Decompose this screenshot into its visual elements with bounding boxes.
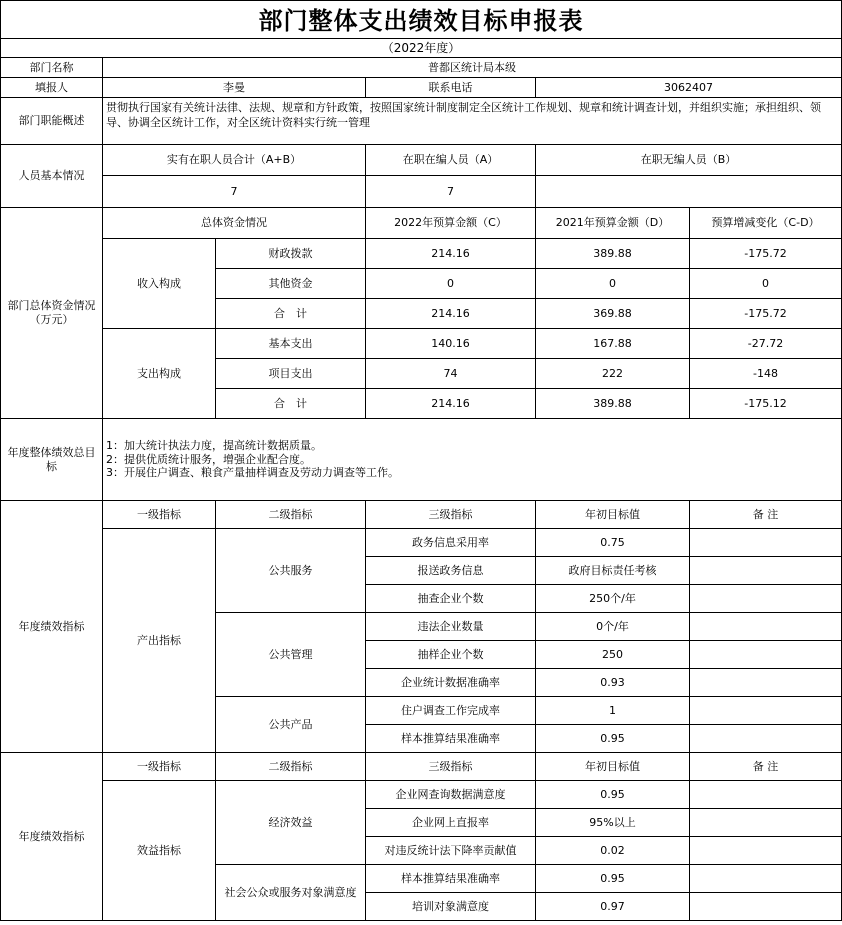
perf-level3: 报送政务信息 [366, 557, 536, 585]
year-label: （2022年度） [1, 39, 842, 58]
funds-label: 部门总体资金情况（万元） [1, 208, 103, 419]
perf1-level2: 公共服务 [216, 529, 366, 613]
perf-level3: 住户调查工作完成率 [366, 697, 536, 725]
perf-header-target: 年初目标值 [536, 753, 690, 781]
fund-item-c: 214.16 [366, 299, 536, 329]
fund-item-d: 389.88 [536, 389, 690, 419]
income-label: 收入构成 [103, 239, 216, 329]
perf-target: 1 [536, 697, 690, 725]
perf-note [690, 557, 842, 585]
perf-target: 0.02 [536, 837, 690, 865]
perf-target: 0.93 [536, 669, 690, 697]
funds-header-cd: 预算增减变化（C-D） [690, 208, 842, 239]
perf-target: 0个/年 [536, 613, 690, 641]
perf-header-l1: 一级指标 [103, 501, 216, 529]
staff-total-label: 实有在职人员合计（A+B） [103, 145, 366, 176]
goal-line: 3：开展住户调查、粮食产量抽样调查及劳动力调查等工作。 [106, 466, 399, 480]
expense-label: 支出构成 [103, 329, 216, 419]
perf-level3: 对违反统计法下降率贡献值 [366, 837, 536, 865]
perf2-level2: 社会公众或服务对象满意度 [216, 865, 366, 921]
perf-note [690, 641, 842, 669]
perf-level3: 企业网上直报率 [366, 809, 536, 837]
perf-note [690, 781, 842, 809]
staff-b-label: 在职无编人员（B） [536, 145, 842, 176]
funds-header-d: 2021年预算金额（D） [536, 208, 690, 239]
fund-item-d: 369.88 [536, 299, 690, 329]
perf-note [690, 837, 842, 865]
perf-level3: 抽查企业个数 [366, 585, 536, 613]
funds-header-c: 2022年预算金额（C） [366, 208, 536, 239]
perf1-level1: 产出指标 [103, 529, 216, 753]
goal-line: 2：提供优质统计服务，增强企业配合度。 [106, 452, 311, 466]
fund-item-c: 0 [366, 269, 536, 299]
fund-item-name: 合 计 [216, 389, 366, 419]
perf-level3: 抽样企业个数 [366, 641, 536, 669]
perf-level3: 违法企业数量 [366, 613, 536, 641]
perf-target: 0.95 [536, 865, 690, 893]
fund-item-d: 167.88 [536, 329, 690, 359]
perf-header-note: 备 注 [690, 753, 842, 781]
goals-text [103, 419, 842, 501]
funds-header-overall: 总体资金情况 [103, 208, 366, 239]
dept-name-value: 普都区统计局本级 [103, 58, 842, 78]
fund-item-name: 合 计 [216, 299, 366, 329]
fund-item-cd: -148 [690, 359, 842, 389]
perf-note [690, 893, 842, 921]
perf-level3: 企业网查询数据满意度 [366, 781, 536, 809]
perf1-level2: 公共管理 [216, 613, 366, 697]
perf-level3: 样本推算结果准确率 [366, 865, 536, 893]
staff-total-value: 7 [103, 176, 366, 208]
perf-target: 0.95 [536, 725, 690, 753]
perf-target: 0.75 [536, 529, 690, 557]
filler-value: 李曼 [103, 78, 366, 98]
function-label: 部门职能概述 [1, 98, 103, 145]
fund-item-cd: -27.72 [690, 329, 842, 359]
goal-line: 1：加大统计执法力度，提高统计数据质量。 [106, 438, 322, 452]
function-value: 贯彻执行国家有关统计法律、法规、规章和方针政策，按照国家统计制度制定全区统计工作规划、规章和统计调查计划，并组织实施；承担组织、领导、协调全区统计工作，对全区统计资料实行统一管理 [103, 98, 842, 145]
perf-note [690, 697, 842, 725]
perf-header-note: 备 注 [690, 501, 842, 529]
perf-note [690, 865, 842, 893]
goals-label: 年度整体绩效总目标 [1, 419, 103, 501]
perf2-level1: 效益指标 [103, 781, 216, 921]
filler-label: 填报人 [1, 78, 103, 98]
fund-item-name: 基本支出 [216, 329, 366, 359]
fund-item-name: 财政拨款 [216, 239, 366, 269]
perf-note [690, 725, 842, 753]
perf-note [690, 809, 842, 837]
perf-level3: 企业统计数据准确率 [366, 669, 536, 697]
fund-item-c: 214.16 [366, 389, 536, 419]
perf-target: 95%以上 [536, 809, 690, 837]
fund-item-c: 214.16 [366, 239, 536, 269]
perf-note [690, 613, 842, 641]
fund-item-c: 74 [366, 359, 536, 389]
perf2-label: 年度绩效指标 [1, 753, 103, 921]
perf-level3: 样本推算结果准确率 [366, 725, 536, 753]
phone-value: 3062407 [536, 78, 842, 98]
phone-label: 联系电话 [366, 78, 536, 98]
perf-target: 政府目标责任考核 [536, 557, 690, 585]
perf1-label: 年度绩效指标 [1, 501, 103, 753]
fund-item-d: 222 [536, 359, 690, 389]
perf-target: 0.95 [536, 781, 690, 809]
fund-item-d: 389.88 [536, 239, 690, 269]
fund-item-name: 项目支出 [216, 359, 366, 389]
fund-item-d: 0 [536, 269, 690, 299]
perf-header-l3: 三级指标 [366, 753, 536, 781]
fund-item-name: 其他资金 [216, 269, 366, 299]
perf-target: 0.97 [536, 893, 690, 921]
perf2-level2: 经济效益 [216, 781, 366, 865]
perf-note [690, 669, 842, 697]
dept-name-label: 部门名称 [1, 58, 103, 78]
perf-target: 250个/年 [536, 585, 690, 613]
report-table [0, 38, 842, 921]
fund-item-cd: -175.72 [690, 299, 842, 329]
perf-note [690, 585, 842, 613]
fund-item-c: 140.16 [366, 329, 536, 359]
staff-label: 人员基本情况 [1, 145, 103, 208]
form-title: 部门整体支出绩效目标申报表 [0, 0, 842, 39]
staff-a-label: 在职在编人员（A） [366, 145, 536, 176]
fund-item-cd: -175.12 [690, 389, 842, 419]
perf-level3: 政务信息采用率 [366, 529, 536, 557]
perf1-level2: 公共产品 [216, 697, 366, 753]
staff-a-value: 7 [366, 176, 536, 208]
fund-item-cd: -175.72 [690, 239, 842, 269]
perf-header-l3: 三级指标 [366, 501, 536, 529]
perf-header-target: 年初目标值 [536, 501, 690, 529]
perf-note [690, 529, 842, 557]
staff-b-value [536, 176, 842, 208]
perf-target: 250 [536, 641, 690, 669]
fund-item-cd: 0 [690, 269, 842, 299]
perf-header-l2: 二级指标 [216, 501, 366, 529]
perf-header-l2: 二级指标 [216, 753, 366, 781]
perf-header-l1: 一级指标 [103, 753, 216, 781]
perf-level3: 培训对象满意度 [366, 893, 536, 921]
